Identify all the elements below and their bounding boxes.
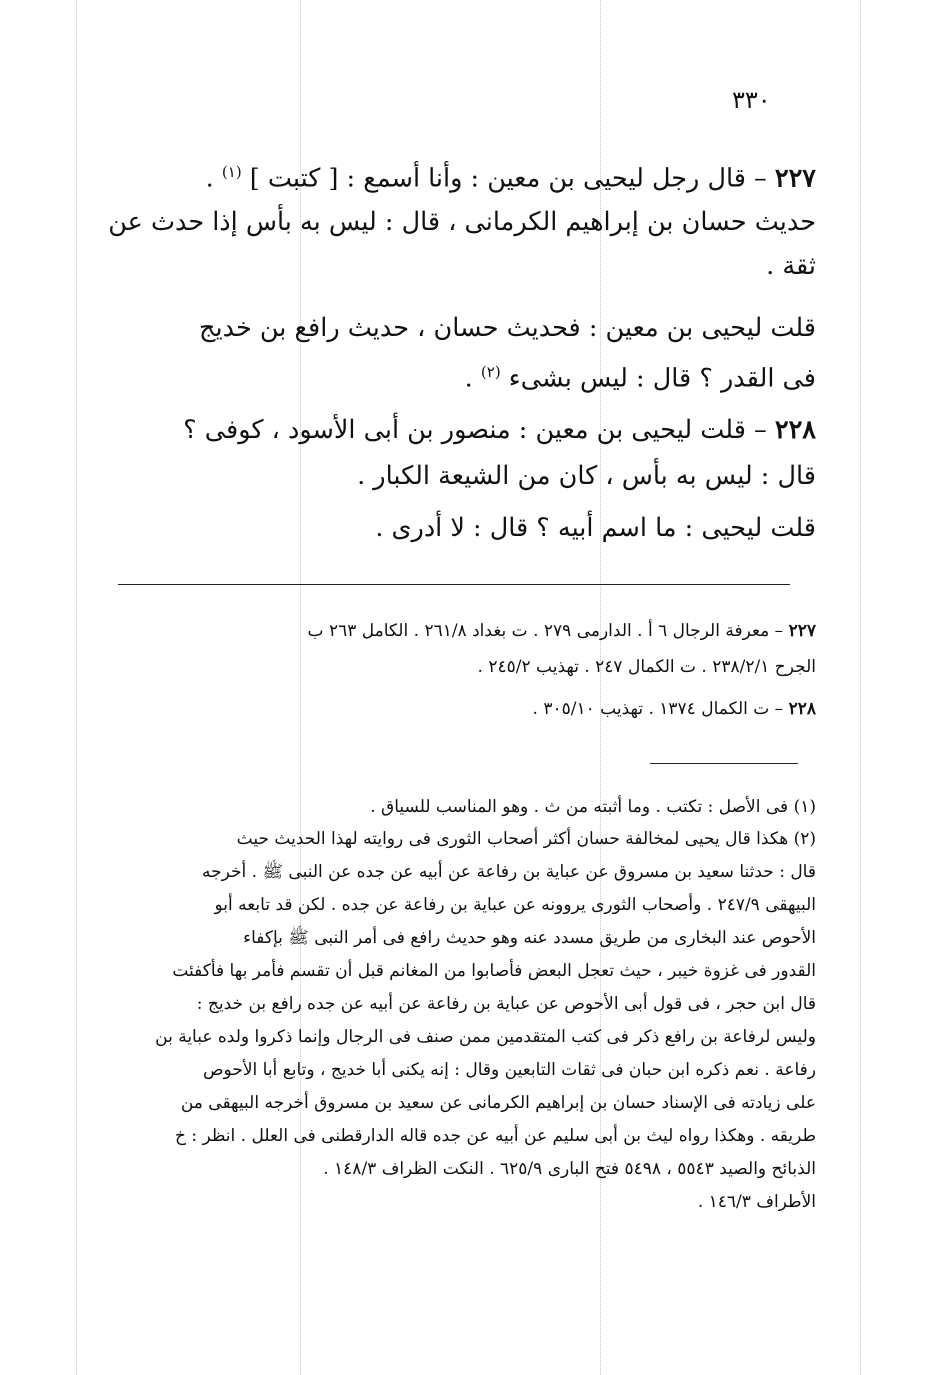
footnote-ref: (١): [221, 163, 242, 181]
footnote-line: قال : حدثنا سعيد بن مسروق عن عباية بن رفاعة عن أبيه عن جده عن النبى ﷺ . أخرجه: [202, 862, 816, 882]
entry-227-line-3: ثقة .: [766, 251, 816, 281]
footnote-line: قال ابن حجر ، فى قول أبى الأحوص عن عباية بن رفاعة عن أبيه عن جده رافع بن خديج :: [196, 994, 816, 1014]
entry-number: ٢٢٧: [774, 163, 816, 194]
footnote-separator: [650, 763, 798, 764]
footnote-line: البيهقى ٢٤٧/٩ . وأصحاب الثورى يروونه عن عباية بن رفاعة عن جده . لكن قد تابعه أبو: [214, 895, 816, 915]
reference-line: الجرح ٢٣٨/٢/١ . ت الكمال ٢٤٧ . تهذيب ٢٤٥/٢ .: [477, 657, 816, 677]
reference-line: [104, 612, 816, 650]
entry-number: ٢٢٨: [774, 415, 816, 445]
main-separator: [118, 584, 790, 585]
footnote-line: (٢) هكذا قال يحيى لمخالفة حسان أكثر أصحاب الثورى فى روايته لهذا الحديث حيث: [236, 829, 816, 849]
main-line-text: – قال رجل ليحيى بن معين : وأنا أسمع : [ كتبت ]: [241, 163, 775, 194]
entry-228-line-3: قلت ليحيى : ما اسم أبيه ؟ قال : لا أدرى .: [375, 513, 816, 543]
scan-guideline: [76, 0, 77, 1375]
entry-228-line-2: قال : ليس به بأس ، كان من الشيعة الكبار .: [357, 461, 816, 491]
footnote-line: وليس لرفاعة بن رافع ذكر فى كتب المتقدمين ممن صنف فى الرجال وإنما ذكروا ولده عباية بن: [155, 1027, 816, 1047]
main-line-tail: .: [205, 163, 222, 194]
reference-text: – معرفة الرجال ٦ أ . الدارمى ٢٧٩ . ت بغداد ٢٦١/٨ . الكامل ٢٦٣ ب: [307, 621, 789, 641]
entry-number: ٢٢٨: [788, 699, 816, 719]
entry-227-line-2: حديث حسان بن إبراهيم الكرمانى ، قال : ليس به بأس إذا حدث عن: [108, 207, 816, 237]
main-line-text: – قلت ليحيى بن معين : منصور بن أبى الأسود ، كوفى ؟: [183, 415, 775, 445]
footnote-ref: (٢): [480, 363, 501, 381]
main-line-tail: .: [464, 363, 481, 394]
entry-227-line-1: [104, 148, 816, 203]
footnote-line: طريقه . وهكذا رواه ليث بن أبى سليم عن أبيه عن جده قاله الدارقطنى فى العلل . انظر : خ: [174, 1126, 816, 1146]
scan-guideline: [860, 0, 861, 1375]
entry-number: ٢٢٧: [788, 621, 816, 641]
main-line-text: فى القدر ؟ قال : ليس بشىء: [500, 363, 816, 394]
entry-228-line-1: [104, 406, 816, 454]
footnote-line: الذبائح والصيد ٥٥٤٣ ، ٥٤٩٨ فتح البارى ٦٢٥/٩ . النكت الظراف ١٤٨/٣ .: [323, 1159, 816, 1179]
footnote-line: (١) فى الأصل : تكتب . وما أثبته من ث . وهو المناسب للسياق .: [370, 797, 816, 817]
reference-text: – ت الكمال ١٣٧٤ . تهذيب ٣٠٥/١٠ .: [532, 699, 789, 719]
footnote-line: الأطراف ١٤٦/٣ .: [697, 1192, 816, 1212]
reference-line: [104, 690, 816, 728]
footnote-line: الأحوص عند البخارى من طريق مسدد عنه وهو حديث رافع فى أمر النبى ﷺ بإكفاء: [243, 928, 816, 948]
footnote-line: على زيادته فى الإسناد حسان بن إبراهيم الكرمانى عن سعيد بن مسروق أخرجه البيهقى من: [180, 1093, 816, 1113]
entry-227-line-5: [104, 348, 816, 403]
footnote-line: رفاعة . نعم ذكره ابن حبان فى ثقات التابعين وقال : إنه يكنى أبا خديج ، وتابع أبا الأحوص: [202, 1060, 816, 1080]
page-number: ٣٣٠: [732, 86, 771, 114]
footnote-line: القدور فى غزوة خيبر ، حيث تعجل البعض فأصابوا من المغانم قبل أن تقسم فأمر بها فأكفئت: [172, 961, 816, 981]
entry-227-line-4: قلت ليحيى بن معين : فحديث حسان ، حديث رافع بن خديج: [199, 313, 816, 343]
